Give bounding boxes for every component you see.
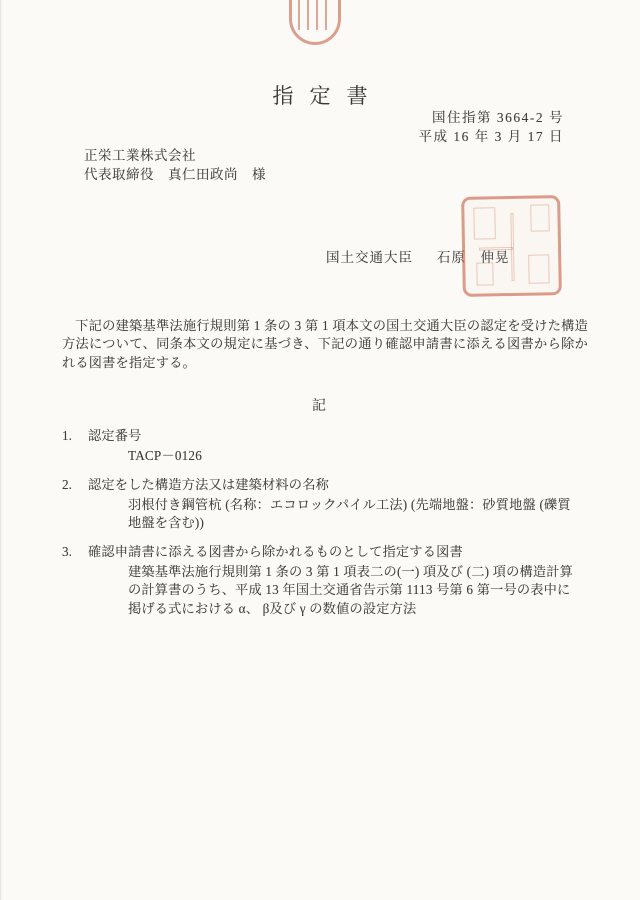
items-list [62, 427, 590, 628]
document-title: 指定書 [272, 84, 384, 108]
seal-inner-mark [479, 247, 513, 251]
item-title: 確認申請書に添える図書から除かれるものとして指定する図書 [88, 543, 463, 559]
scan-edge-shadow [0, 0, 2, 900]
document-number: 国住指第 3664-2 号 [432, 110, 564, 125]
seal-inner-mark [473, 207, 496, 239]
top-partial-seal-stripes [298, 0, 332, 30]
list-item [62, 543, 590, 619]
addressee-person: 代表取締役 真仁田政尚 様 [84, 167, 266, 182]
item-head [62, 427, 590, 445]
list-item [62, 427, 590, 466]
item-detail: 羽根付き鋼管杭 (名称：エコロックパイル工法) (先端地盤：砂質地盤 (礫質地盤を含む)) [128, 496, 571, 530]
seal-inner-mark [528, 254, 550, 283]
item-head [62, 543, 590, 561]
item-title: 認定番号 [88, 428, 142, 443]
minister-seal-icon [461, 195, 562, 297]
addressee-block [84, 146, 266, 184]
item-number: 2. [62, 476, 72, 492]
seal-inner-mark [530, 204, 549, 231]
issuer-name: 石原 伸晃 [437, 250, 510, 265]
record-marker: 記 [312, 399, 328, 414]
item-detail: 建築基準法施行規則第 1 条の 3 第 1 項表二の(一) 項及び (二) 項の構造計算の計算書のうち、平成 13 年国土交通省告示第 1113 号第 6 第一号の表中に掲げる式における α、 β及び γ の数値の設定方法 [128, 563, 574, 616]
item-number: 1. [62, 428, 72, 443]
document-meta [419, 109, 565, 146]
addressee-company: 正栄工業株式会社 [84, 148, 196, 163]
body-paragraph: 下記の建築基準法施行規則第 1 条の 3 第 1 項本文の国土交通大臣の認定を受けた構造方法について、同条本文の規定に基づき、下記の通り確認申請書に添える図書から除かれる図書を指定する。 [62, 318, 588, 370]
item-head [62, 476, 590, 494]
item-number: 3. [62, 543, 72, 559]
item-detail: TACP－0126 [128, 448, 203, 463]
top-partial-seal-icon [289, 0, 341, 45]
list-item [62, 476, 590, 533]
item-title: 認定をした構造方法又は建築材料の名称 [88, 476, 329, 492]
issuer-title: 国土交通大臣 [326, 250, 413, 265]
document-date: 平成 16 年 3 月 17 日 [418, 128, 564, 144]
seal-inner-mark [476, 262, 493, 285]
